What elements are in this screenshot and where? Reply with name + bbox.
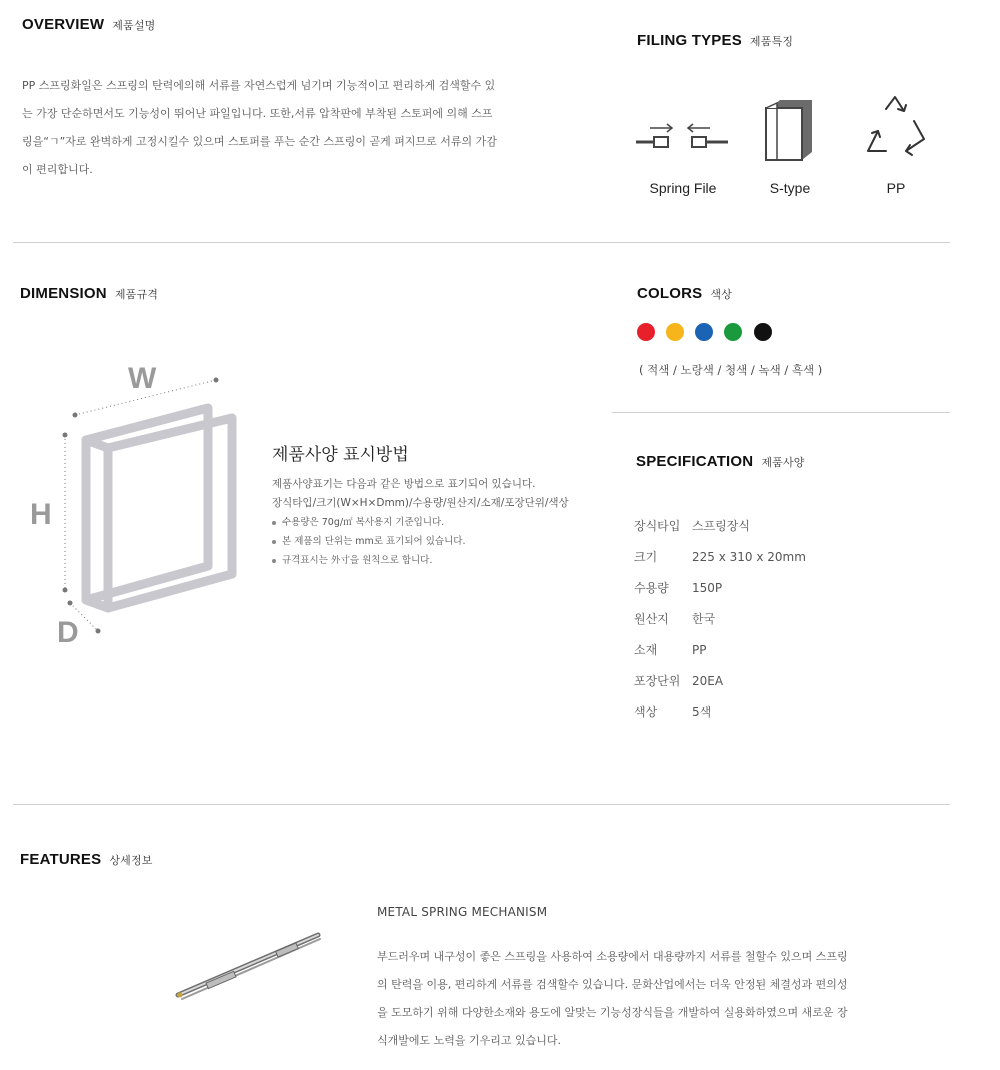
dimension-text	[272, 475, 602, 513]
spec-row	[634, 641, 706, 658]
overview-subtitle: 제품설명	[112, 20, 156, 32]
overview-description	[22, 72, 562, 184]
dimension-text-line: 장식타입/크기(W×H×Dmm)/수용량/원산지/소재/포장단위/색상	[272, 497, 569, 509]
spec-value: 20EA	[692, 674, 724, 688]
specification-subtitle: 제품사양	[761, 457, 805, 469]
spec-value: 225 x 310 x 20mm	[692, 550, 806, 564]
color-swatch-red	[637, 323, 655, 341]
section-divider	[612, 412, 950, 413]
bullet-icon	[272, 540, 276, 544]
section-divider	[13, 242, 950, 243]
dimension-text-line: 제품사양표기는 다음과 같은 방법으로 표기되어 있습니다.	[272, 478, 536, 490]
color-swatches	[637, 323, 787, 341]
spec-key: 장식타입	[634, 519, 681, 533]
filing-type-label: PP	[886, 180, 906, 196]
features-line: 의 탄력을 이용, 편리하게 서류를 검색할수 있습니다. 문화산업에서는 더욱 안정된 체결성과 편의성	[377, 978, 848, 991]
dimension-note: 본 제품의 단위는 mm로 표기되어 있습니다.	[272, 532, 602, 551]
spec-row	[634, 672, 723, 689]
bullet-icon	[272, 521, 276, 525]
spec-row	[634, 579, 722, 596]
dimension-notes	[272, 513, 602, 570]
color-swatch-green	[724, 323, 742, 341]
features-line: 부드러우며 내구성이 좋은 스프링을 사용하여 소용량에서 대용량까지 서류를 철할수 있으며 스프링	[377, 950, 848, 963]
s-type-binder-icon	[764, 98, 816, 168]
filing-types-subtitle: 제품특징	[749, 36, 794, 48]
features-title: FEATURES 상세정보	[20, 851, 153, 868]
section-divider	[13, 804, 950, 805]
bullet-icon	[272, 559, 276, 563]
spec-key: 수용량	[634, 581, 669, 595]
dimension-title: DIMENSION 제품규격	[20, 285, 159, 302]
color-swatch-yellow	[666, 323, 684, 341]
spec-value: 한국	[692, 612, 716, 626]
overview-line: 링을“ㄱ”자로 완벽하게 고정시킬수 있으며 스토퍼를 푸는 순간 스프링이 곧게 펴지므로 서류의 가감	[22, 135, 497, 148]
features-line: 을 도모하기 위해 다양한소재와 용도에 알맞는 기능성장식들을 개발하여 실용화하였으며 새로운 장	[377, 1006, 848, 1019]
specification-table	[634, 517, 934, 727]
width-label: W	[128, 362, 157, 395]
binder-dimension-diagram	[20, 360, 260, 654]
filing-type-label: Spring File	[649, 180, 717, 196]
spec-key: 소재	[634, 643, 658, 657]
metal-spring-image	[172, 925, 324, 1009]
overview-line: PP 스프링화일은 스프링의 탄력에의해 서류를 자연스럽게 넘기며 기능적이고 편리하게 검색할수 있	[22, 79, 496, 92]
features-heading: METAL SPRING MECHANISM	[377, 905, 548, 919]
dimension-note: 규격표시는 外寸을 원칙으로 합니다.	[272, 551, 602, 570]
spec-row	[634, 548, 806, 565]
filing-types-title: FILING TYPES 제품특징	[637, 32, 794, 49]
height-label: H	[30, 498, 52, 531]
spec-value: PP	[692, 643, 707, 657]
depth-label: D	[57, 616, 79, 649]
spec-row	[634, 610, 715, 627]
features-description	[377, 943, 937, 1055]
spec-value: 150P	[692, 581, 723, 595]
colors-title: COLORS 색상	[637, 285, 733, 302]
overview-title: OVERVIEW 제품설명	[22, 16, 156, 33]
dimension-note: 수용량은 70g/㎡ 복사용지 기준입니다.	[272, 513, 602, 532]
spec-value: 스프링장식	[692, 519, 750, 533]
spec-key: 원산지	[634, 612, 669, 626]
features-line: 식개발에도 노력을 기우리고 있습니다.	[377, 1034, 562, 1047]
color-swatch-black	[754, 323, 772, 341]
colors-subtitle: 색상	[710, 289, 733, 301]
spec-value: 5색	[692, 705, 712, 719]
spec-row	[634, 517, 750, 534]
dimension-info	[272, 440, 602, 570]
dimension-heading: 제품사양 표시방법	[272, 445, 409, 465]
overview-line: 는 가장 단순하면서도 기능성이 뛰어난 파일입니다. 또한,서류 압착판에 부착된 스토퍼에 의해 스프	[22, 107, 493, 120]
overview-section	[22, 16, 562, 184]
spec-key: 크기	[634, 550, 658, 564]
features-info	[377, 905, 937, 1055]
spec-row	[634, 703, 711, 720]
recycle-icon	[862, 95, 928, 165]
colors-caption: ( 적색 / 노랑색 / 청색 / 녹색 / 흑색 )	[639, 363, 823, 377]
filing-type-label: S-type	[769, 180, 811, 196]
specification-title: SPECIFICATION 제품사양	[636, 453, 805, 470]
spec-key: 색상	[634, 705, 658, 719]
color-swatch-blue	[695, 323, 713, 341]
features-subtitle: 상세정보	[109, 855, 153, 867]
dimension-subtitle: 제품규격	[114, 289, 159, 301]
overview-line: 이 편리합니다.	[22, 163, 93, 176]
spec-key: 포장단위	[634, 674, 681, 688]
spring-file-icon	[636, 118, 732, 158]
